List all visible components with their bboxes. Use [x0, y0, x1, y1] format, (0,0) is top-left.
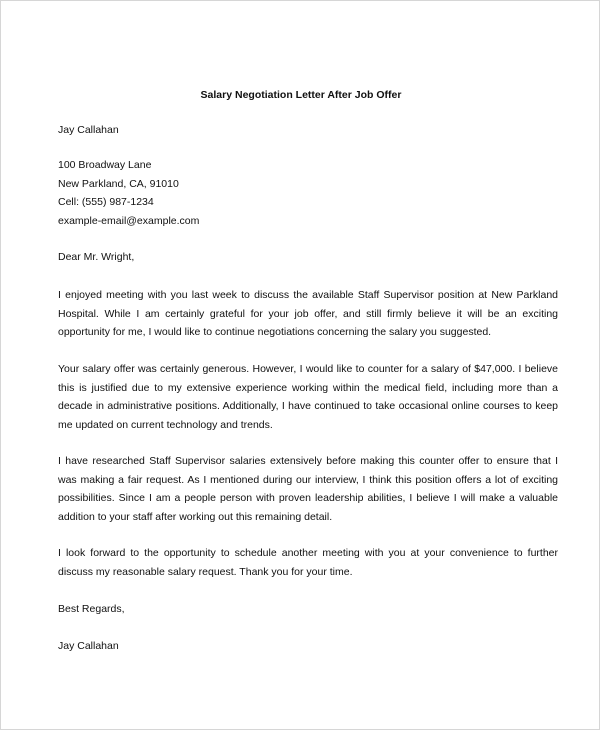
address-city: New Parkland, CA, 91010: [58, 177, 179, 190]
paragraph-4: I look forward to the opportunity to schedule another meeting with you at your convenience to further discuss my reasonable salary request. Thank you for your time.: [58, 547, 558, 578]
paragraph-1: I enjoyed meeting with you last week to discuss the available Staff Supervisor position at New Parkland Hospital. While I am certainly grateful for your job offer, and still firmly believe it will be an exciting opportunity for me, I would like to continue negotiations concerning the salary you suggested.: [58, 289, 558, 338]
signature: Jay Callahan: [58, 640, 119, 652]
document-title: Salary Negotiation Letter After Job Offer: [200, 89, 402, 101]
sender-name: Jay Callahan: [58, 124, 119, 136]
address-email: example-email@example.com: [58, 214, 200, 227]
closing: Best Regards,: [58, 603, 125, 615]
salutation: Dear Mr. Wright,: [58, 251, 135, 263]
address-phone: Cell: (555) 987-1234: [58, 196, 154, 208]
sender-address: [58, 156, 558, 230]
paragraph-3: I have researched Staff Supervisor salaries extensively before making this counter offer to ensure that I was making a fair request. As I mentioned during our interview, I think this position offers a lot of exciting possibilities. Since I am a people person with proven leadership abilities, I believe I will make a valuable addition to your staff after working out this remaining detail.: [58, 455, 558, 523]
address-street: 100 Broadway Lane: [58, 159, 152, 171]
paragraph-2: Your salary offer was certainly generous. However, I would like to counter for a salary of $47,000. I believe this is justified due to my extensive experience working within the medical field, including more than a decade in administrative positions. Additionally, I have continued to take occasional online courses to keep me updated on current technology and trends.: [58, 363, 558, 431]
